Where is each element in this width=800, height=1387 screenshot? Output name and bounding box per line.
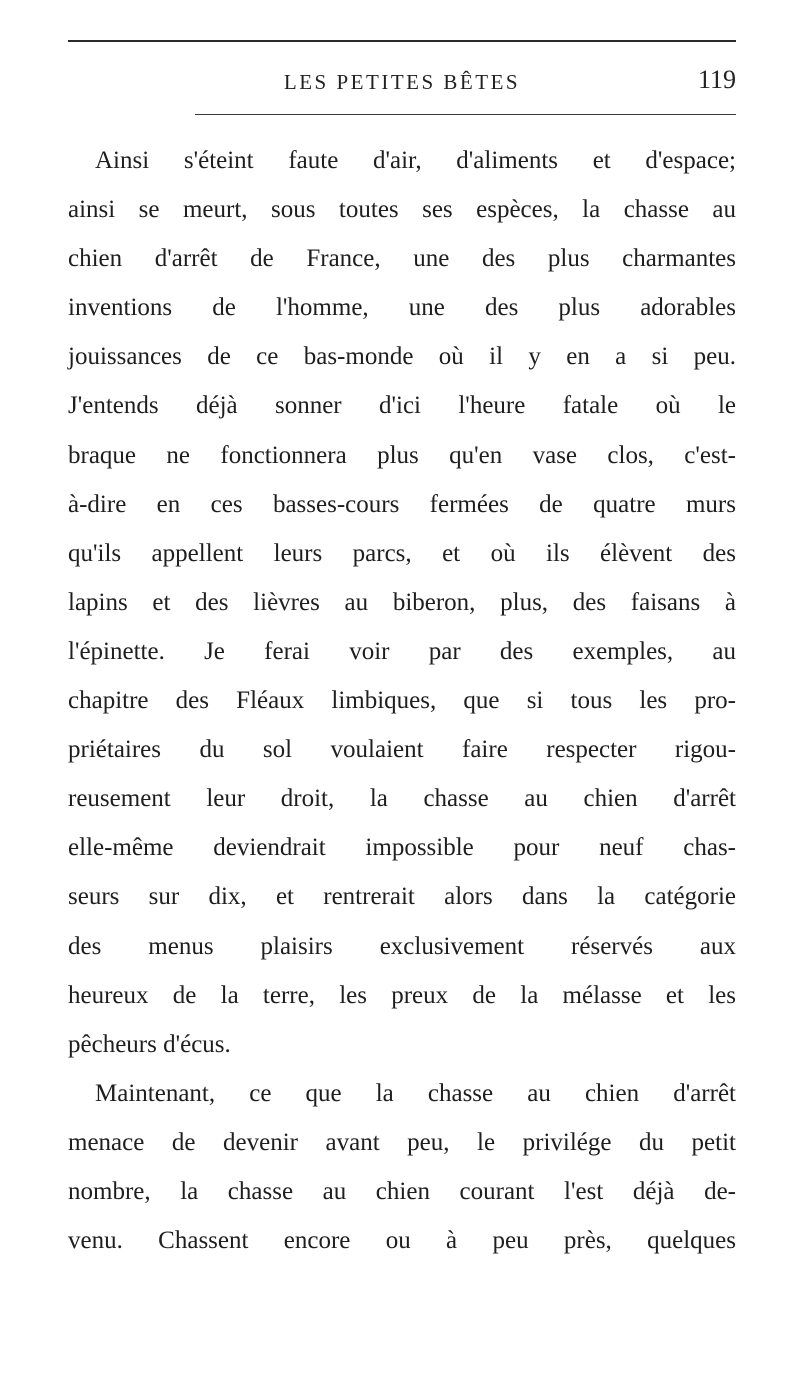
text-line: des menus plaisirs exclusivement réservés aux [68,932,736,960]
body-text [68,136,736,1265]
text-line: menace de devenir avant peu, le privilége du petit [68,1128,736,1156]
text-line: nombre, la chasse au chien courant l'est déjà de- [68,1177,736,1205]
text-line: venu. Chassent encore ou à peu près, quelques [68,1227,736,1255]
header-rule [195,114,736,115]
top-rule [68,40,736,42]
text-line: ainsi se meurt, sous toutes ses espèces, la chasse au [68,196,736,224]
text-line: à-dire en ces basses-cours fermées de quatre murs [68,490,736,518]
text-line: Ainsi s'éteint faute d'air, d'aliments et d'espace; [95,147,736,174]
text-line: J'entends déjà sonner d'ici l'heure fatale où le [68,392,736,420]
text-line: elle-même deviendrait impossible pour neuf chas- [68,834,736,862]
page-header [68,62,736,102]
text-line: chapitre des Fléaux limbiques, que si tous les pro- [68,687,736,715]
text-line: seurs sur dix, et rentrerait alors dans la catégorie [68,883,736,911]
text-line: braque ne fonctionnera plus qu'en vase clos, c'est- [68,441,736,469]
text-line: heureux de la terre, les preux de la mélasse et les [68,981,736,1009]
page-number: 119 [697,65,736,94]
text-line: qu'ils appellent leurs parcs, et où ils élèvent des [68,539,736,567]
text-line: Maintenant, ce que la chasse au chien d'arrêt [95,1079,736,1107]
text-line: lapins et des lièvres au biberon, plus, des faisans à [68,588,736,616]
text-line: priétaires du sol voulaient faire respecter rigou- [68,736,736,764]
text-line: jouissances de ce bas-monde où il y en a si peu. [68,343,736,371]
running-head: LES PETITES BÊTES [283,70,521,94]
text-line: pêcheurs d'écus. [68,1030,231,1058]
text-line: chien d'arrêt de France, une des plus charmantes [68,245,736,273]
text-line: l'épinette. Je ferai voir par des exemples, au [68,637,736,665]
text-line: inventions de l'homme, une des plus adorables [68,294,736,322]
text-line: reusement leur droit, la chasse au chien d'arrêt [68,785,736,813]
